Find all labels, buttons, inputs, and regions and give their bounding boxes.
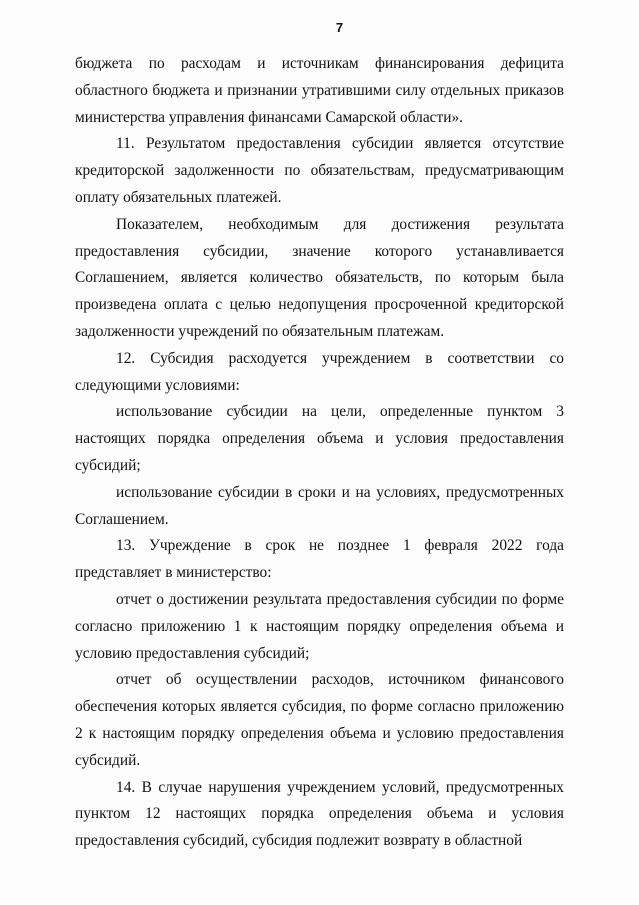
paragraph-item-12: 12. Субсидия расходуется учреждением в соответствии со следующими условиями:	[75, 349, 564, 394]
paragraph-condition-2: использование субсидии в сроки и на условиях, предусмотренных Соглашением.	[75, 483, 564, 528]
paragraph-continuation: бюджета по расходам и источникам финансирования дефицита областного бюджета и признании утратившими силу отдельных приказов министерства управления финансами Самарской области».	[75, 55, 564, 126]
paragraph-condition-1: использование субсидии на цели, определенные пунктом 3 настоящих порядка определения объема и условия предоставления субсидий;	[75, 403, 564, 474]
page-number: 7	[335, 20, 344, 35]
document-body	[75, 51, 564, 855]
paragraph-item-11: 11. Результатом предоставления субсидии является отсутствие кредиторской задолженности по обязательствам, предусматривающим оплату обязательных платежей.	[75, 135, 564, 206]
paragraph-item-13: 13. Учреждение в срок не позднее 1 февраля 2022 года представляет в министерство:	[75, 537, 564, 582]
paragraph-report-1: отчет о достижении результата предоставления субсидии по форме согласно приложению 1 к настоящим порядку определения объема и условию предоставления субсидий;	[75, 590, 564, 662]
paragraph-report-2: отчет об осуществлении расходов, источником финансового обеспечения которых является субсидия, по форме согласно приложению 2 к настоящим порядку определения объема и условию предоставления субсидий.	[75, 671, 564, 769]
paragraph-indicator: Показателем, необходимым для достижения результата предоставления субсидии, значение которого устанавливается Соглашением, является количество обязательств, по которым была произведена оплата с целью недопущения просроченной кредиторской задолженности учреждений по обязательным платежам.	[75, 215, 564, 340]
paragraph-item-14: 14. В случае нарушения учреждением условий, предусмотренных пунктом 12 настоящих порядка определения объема и условия предоставления субсидий, субсидия подлежит возврату в областной	[75, 778, 564, 850]
